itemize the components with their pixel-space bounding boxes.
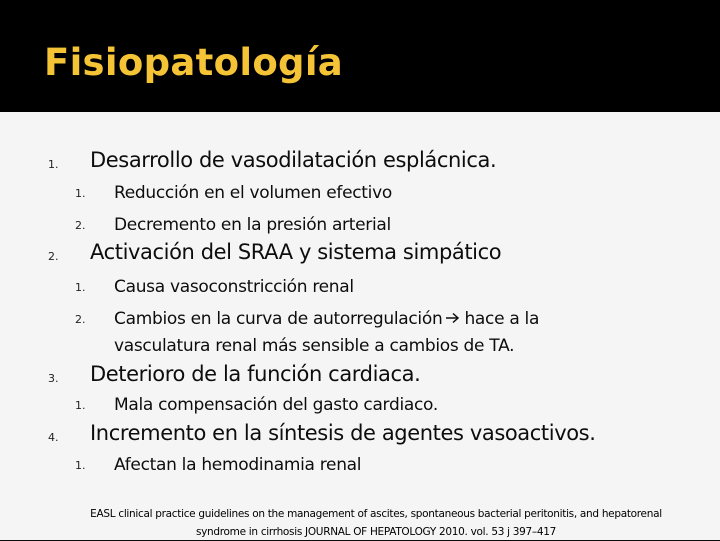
reference-line-1: EASL clinical practice guidelines on the management of ascites, spontaneous bacterial peritonitis, and hepatorenal	[90, 508, 662, 520]
sub-item-text-continuation: vasculatura renal más sensible a cambios de TA.	[114, 336, 515, 356]
sub-list-number: 2.	[75, 313, 86, 326]
list-number: 4.	[48, 431, 59, 444]
sub-list-number: 1.	[75, 399, 86, 412]
sub-item-text: Causa vasoconstricción renal	[114, 277, 354, 297]
sub-item-text	[114, 309, 539, 329]
right-arrow-icon	[445, 312, 460, 324]
sub-list-number: 1.	[75, 187, 86, 200]
list-item-text: Activación del SRAA y sistema simpático	[90, 240, 502, 264]
sub-list-number: 2.	[75, 219, 86, 232]
sub-item-text: Decremento en la presión arterial	[114, 215, 391, 235]
sub-item-text: Afectan la hemodinamia renal	[114, 455, 362, 475]
sub-list-number: 1.	[75, 281, 86, 294]
sub-list-number: 1.	[75, 459, 86, 472]
sub-item-text: Mala compensación del gasto cardiaco.	[114, 395, 438, 415]
title-band	[0, 0, 720, 112]
sub-item-text-before-arrow: Cambios en la curva de autorregulación	[114, 309, 443, 329]
list-number: 3.	[48, 372, 59, 385]
sub-item-text: Reducción en el volumen efectivo	[114, 183, 392, 203]
reference-line-2: syndrome in cirrhosis JOURNAL OF HEPATOLOGY 2010. vol. 53 j 397–417	[195, 526, 557, 538]
reference-citation	[40, 505, 712, 541]
list-number: 1.	[48, 158, 59, 171]
list-item-text: Incremento en la síntesis de agentes vasoactivos.	[90, 421, 596, 445]
list-item-text: Desarrollo de vasodilatación esplácnica.	[90, 148, 497, 172]
list-item-text: Deterioro de la función cardiaca.	[90, 362, 421, 386]
list-number: 2.	[48, 250, 59, 263]
sub-item-text-after-arrow: hace a la	[464, 309, 540, 329]
slide-title: Fisiopatología	[44, 41, 344, 84]
